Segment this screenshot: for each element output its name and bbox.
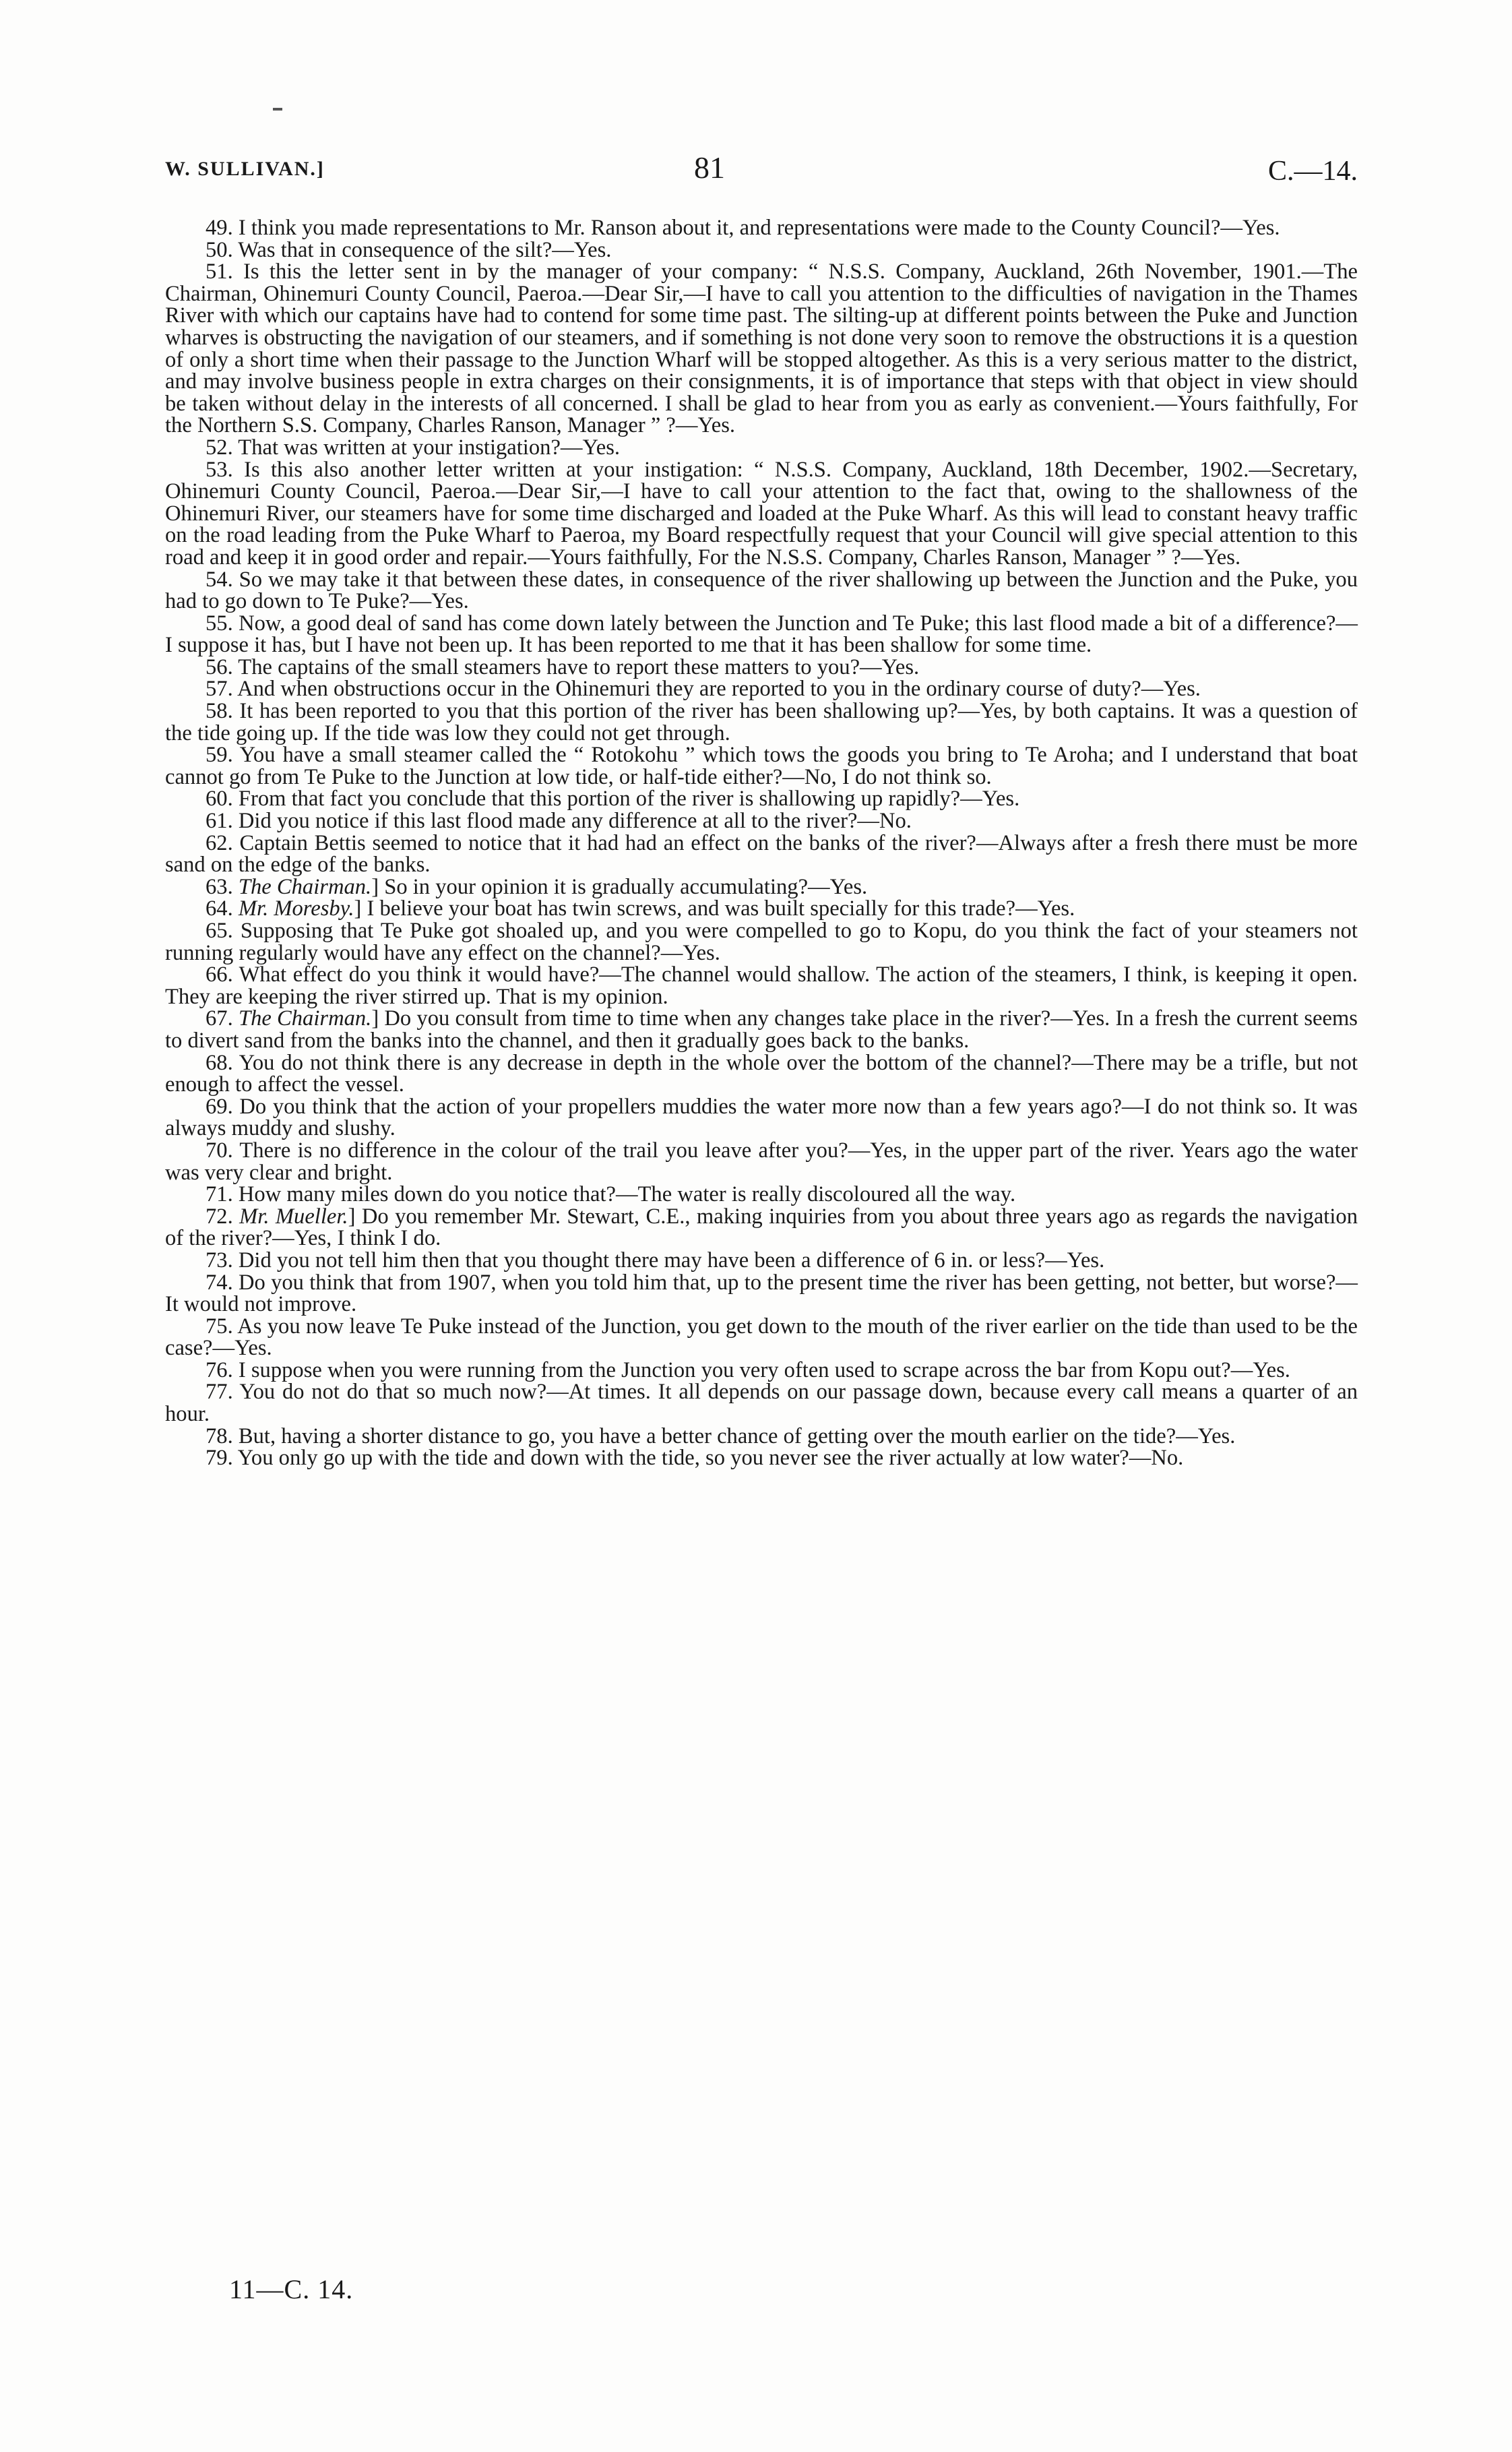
testimony-paragraph — [165, 1359, 1358, 1382]
testimony-paragraph — [165, 700, 1358, 744]
question-number: 54. — [206, 567, 233, 592]
question-answer-text: That was written at your instigation?—Yes. — [238, 435, 621, 460]
question-number: 73. — [206, 1248, 233, 1273]
question-answer-text: How many miles down do you notice that?—The water is really discoloured all the way. — [238, 1182, 1016, 1207]
testimony-paragraph — [165, 1423, 1358, 1448]
testimony-paragraph — [165, 569, 1358, 613]
testimony-paragraph — [165, 261, 1358, 437]
question-answer-text: Do you think that from 1907, when you told him that, up to the present time the river has been getting, not better, but worse?—It would not improve. — [165, 1270, 1358, 1317]
document-reference: C.—14. — [1267, 156, 1358, 187]
testimony-paragraph — [165, 437, 1358, 459]
question-number: 65. — [206, 919, 233, 943]
question-answer-text: You only go up with the tide and down with the tide, so you never see the river actually at low water?—No. — [237, 1446, 1184, 1471]
question-number: 50. — [206, 237, 233, 262]
question-number: 71. — [206, 1182, 233, 1207]
question-answer-text: Did you notice if this last flood made any difference at all to the river?—No. — [238, 809, 912, 834]
question-number: 79. — [206, 1446, 233, 1471]
testimony-paragraph — [165, 1096, 1358, 1140]
testimony-paragraph — [165, 920, 1358, 964]
testimony-paragraph: 72. Mr. Mueller.] Do you remember Mr. Stewart, C.E., making inquiries from you about three years ago as regards the navigation of the river?—Yes, I think I do. — [165, 1204, 1358, 1251]
testimony-paragraph: 67. The Chairman.] Do you consult from time to time when any changes take place in the river?—Yes. In a fresh the current seems to divert sand from the banks into the channel, and then it gradually goes back to the banks. — [165, 1006, 1358, 1053]
testimony-body — [165, 217, 1358, 1469]
testimony-paragraph — [165, 1316, 1358, 1359]
question-answer-text: Was that in consequence of the silt?—Yes. — [238, 237, 612, 262]
question-number: 64. — [206, 896, 233, 921]
speaker-name: The Chairman. — [238, 1006, 372, 1031]
testimony-paragraph: 63. The Chairman.] So in your opinion it is gradually accumulating?—Yes. — [206, 874, 868, 899]
testimony-paragraph — [165, 1184, 1358, 1206]
question-number: 63. — [206, 874, 233, 899]
question-number: 70. — [206, 1138, 233, 1163]
question-number: 77. — [206, 1380, 233, 1405]
question-answer-text: From that fact you conclude that this portion of the river is shallowing up rapidly?—Yes. — [238, 787, 1020, 811]
question-number: 53. — [206, 457, 233, 482]
question-answer-text: Now, a good deal of sand has come down lately between the Junction and Te Puke; this last flood made a bit of a difference?—I suppose it has, but I have not been up. It has been reported to me that it has been shallow for some time. — [165, 611, 1358, 658]
question-number: 62. — [206, 830, 233, 855]
question-number: 74. — [206, 1270, 233, 1295]
question-number: 57. — [206, 677, 233, 702]
page-header — [165, 150, 1358, 197]
question-answer-text: As you now leave Te Puke instead of the Junction, you get down to the mouth of the river earlier on the tide than used to be the case?—Yes. — [165, 1314, 1358, 1361]
testimony-paragraph: 64. Mr. Moresby.] I believe your boat has twin screws, and was built specially for this trade?—Yes. — [206, 896, 1075, 921]
question-number: 59. — [206, 743, 233, 768]
question-answer-text: But, having a shorter distance to go, you have a better chance of getting over the mouth earlier on the tide?—Yes. — [238, 1423, 1236, 1448]
testimony-paragraph — [165, 217, 1358, 239]
speaker-name: Mr. Mueller. — [239, 1204, 348, 1229]
question-answer-text: So in your opinion it is gradually accumulating?—Yes. — [384, 874, 868, 899]
question-number: 61. — [206, 809, 233, 834]
speaker-name: Mr. Moresby. — [238, 896, 354, 921]
testimony-paragraph — [165, 1381, 1358, 1425]
question-number: 49. — [206, 216, 233, 240]
question-number: 66. — [206, 962, 233, 987]
testimony-paragraph — [165, 1140, 1358, 1184]
question-number: 67. — [206, 1006, 233, 1031]
testimony-paragraph — [165, 810, 1358, 832]
question-answer-text: Do you consult from time to time when any changes take place in the river?—Yes. In a fresh the current seems to divert sand from the banks into the channel, and then it gradually goes back to the banks. — [165, 1006, 1358, 1053]
testimony-paragraph — [165, 613, 1358, 656]
question-number: 51. — [206, 259, 233, 284]
question-answer-text: So we may take it that between these dates, in consequence of the river shallowing up between the Junction and the Puke, you had to go down to Te Puke?—Yes. — [165, 567, 1358, 614]
question-answer-text: Captain Bettis seemed to notice that it had had an effect on the banks of the river?—Always after a fresh there must be more sand on the edge of the banks. — [165, 830, 1358, 878]
testimony-paragraph — [165, 656, 1358, 679]
question-number: 78. — [206, 1423, 233, 1448]
question-answer-text: Is this the letter sent in by the manager of your company: “ N.S.S. Company, Auckland, 26th November, 1901.—The Chairman, Ohinemuri County Council, Paeroa.—Dear Sir,—I have to call you attention to the difficulties of navigation in the Thames River with which our captains have had to contend for some time past. The silting-up at different points between the Puke and Junction wharves is obstructing the navigation of our steamers, and if something is not done very soon to remove the obstructions it is a question of only a short time when their passage to the Junction Wharf will be stopped altogether. As this is a very serious matter to the district, and may involve business people in extra charges on their consignments, it is of importance that steps with that object in view should be taken without delay in the interests of all concerned. I shall be glad to hear from you as early as convenient.—Yours faithfully, For the Northern S.S. Company, Charles Ranson, Manager ” ?—Yes. — [165, 259, 1358, 438]
question-answer-text: Do you think that the action of your propellers muddies the water more now than a few years ago?—I do not think so. It was always muddy and slushy. — [165, 1094, 1358, 1141]
question-number: 68. — [206, 1050, 233, 1075]
testimony-paragraph — [165, 1052, 1358, 1096]
question-number: 72. — [206, 1204, 233, 1229]
question-answer-text: You do not think there is any decrease in depth in the whole over the bottom of the channel?—There may be a trifle, but not enough to affect the vessel. — [165, 1050, 1358, 1097]
question-answer-text: Supposing that Te Puke got shoaled up, and you were compelled to go to Kopu, do you think the fact of your steamers not running regularly would have any effect on the channel?—Yes. — [165, 919, 1358, 965]
question-answer-text: I believe your boat has twin screws, and was built specially for this trade?—Yes. — [367, 896, 1075, 921]
question-answer-text: I suppose when you were running from the Junction you very often used to scrape across the bar from Kopu out?—Yes. — [238, 1357, 1290, 1382]
question-answer-text: You do not do that so much now?—At times. It all depends on our passage down, because every call means a quarter of an hour. — [165, 1380, 1358, 1427]
question-number: 76. — [206, 1357, 233, 1382]
testimony-paragraph — [165, 964, 1358, 1008]
question-number: 52. — [206, 435, 233, 460]
question-answer-text: I think you made representations to Mr. Ranson about it, and representations were made to the County Council?—Yes. — [238, 216, 1280, 240]
question-number: 69. — [206, 1094, 233, 1119]
question-number: 75. — [206, 1314, 233, 1339]
page-number: 81 — [694, 150, 725, 185]
testimony-paragraph — [165, 832, 1358, 876]
witness-name: W. SULLIVAN.] — [165, 158, 325, 180]
question-answer-text: You have a small steamer called the “ Rotokohu ” which tows the goods you bring to Te Aroha; and I understand that boat cannot go from Te Puke to the Junction at low tide, or half-tide either?—No, I do not think so. — [165, 743, 1358, 789]
testimony-paragraph — [165, 744, 1358, 788]
question-answer-text: The captains of the small steamers have to report these matters to you?—Yes. — [238, 654, 920, 679]
testimony-paragraph — [165, 678, 1358, 700]
question-number: 55. — [206, 611, 233, 636]
question-answer-text: Do you remember Mr. Stewart, C.E., making inquiries from you about three years ago as regards the navigation of the river?—Yes, I think I do. — [165, 1204, 1358, 1251]
question-number: 56. — [206, 654, 233, 679]
question-answer-text: What effect do you think it would have?—The channel would shallow. The action of the steamers, I think, is keeping it open. They are keeping the river stirred up. That is my opinion. — [165, 962, 1358, 1009]
question-answer-text: And when obstructions occur in the Ohinemuri they are reported to you in the ordinary course of duty?—Yes. — [237, 677, 1201, 702]
testimony-paragraph — [165, 788, 1358, 810]
sheet-signature: 11—C. 14. — [229, 2274, 354, 2304]
testimony-paragraph — [165, 1447, 1358, 1469]
testimony-paragraph — [165, 1272, 1358, 1316]
question-answer-text: Is this also another letter written at your instigation: “ N.S.S. Company, Auckland, 18th December, 1902.—Secretary, Ohinemuri County Council, Paeroa.—Dear Sir,—I have to call your attention to the fact that, owing to the shallowness of the Ohinemuri River, our steamers have for some time discharged and loaded at the Puke Wharf. As this will lead to constant heavy traffic on the road leading from the Puke Wharf to Paeroa, my Board respectfully request that your Council will give special attention to this road and keep it in good order and repair.—Yours faithfully, For the N.S.S. Company, Charles Ranson, Manager ” ?—Yes. — [165, 457, 1358, 570]
question-answer-text: It has been reported to you that this portion of the river has been shallowing up?—Yes, by both captains. It was a question of the tide going up. If the tide was low they could not get through. — [165, 699, 1358, 745]
question-answer-text: There is no difference in the colour of the trail you leave after you?—Yes, in the upper part of the river. Years ago the water was very clear and bright. — [165, 1138, 1358, 1185]
speaker-name: The Chairman. — [238, 874, 372, 899]
testimony-paragraph — [165, 239, 1358, 262]
testimony-paragraph — [165, 459, 1358, 569]
question-answer-text: Did you not tell him then that you thought there may have been a difference of 6 in. or less?—Yes. — [238, 1248, 1105, 1273]
top-mark — [273, 108, 282, 111]
testimony-paragraph — [165, 1250, 1358, 1272]
question-number: 60. — [206, 787, 233, 811]
question-number: 58. — [206, 699, 233, 724]
